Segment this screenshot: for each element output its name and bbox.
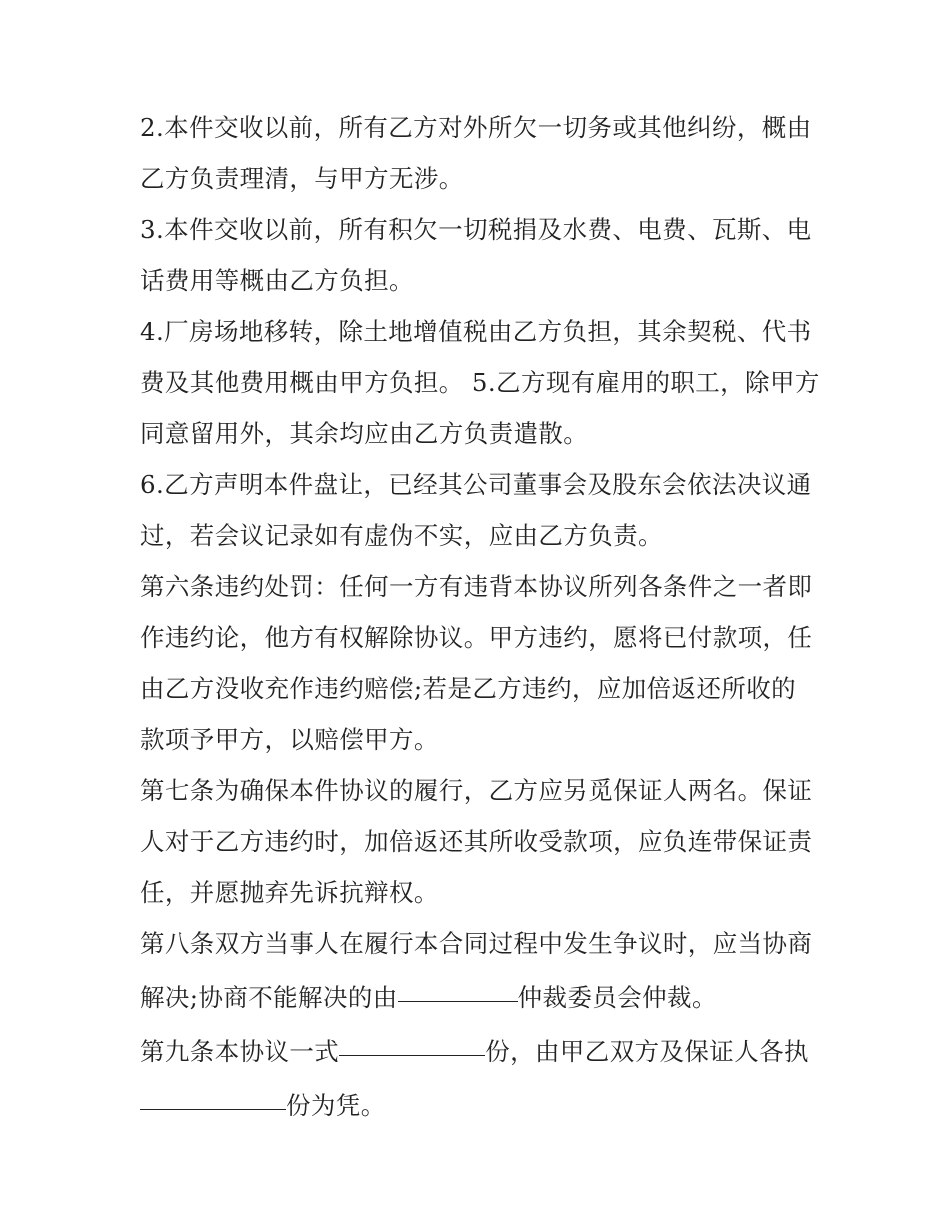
- arbitration-commission-blank: [398, 965, 518, 1002]
- article-9-text-after: 份为凭。: [286, 1091, 386, 1120]
- article-8-text-before: 第八条双方当事人在履行本合同过程中发生争议时，应当协商解决;协商不能解决的由: [140, 929, 813, 1012]
- article-6-breach-penalty: 第六条违约处罚：任何一方有违背本协议所列各条件之一者即作违约论，他方有权解除协议。甲方违约，愿将已付款项，任由乙方没收充作违约赔偿;若是乙方违约，应加倍返还所收的款项予甲方，以赔偿甲方。: [140, 572, 813, 754]
- article-9-copies: [140, 1023, 820, 1131]
- article-8-text-after: 仲裁委员会仲裁。: [517, 983, 717, 1012]
- copies-count-blank: [339, 1019, 485, 1056]
- clause-4-5: 4.厂房场地移转，除土地增值税由乙方负担，其余契税、代书费及其他费用概由甲方负担。 5.乙方现有雇用的职工，除甲方同意留用外，其余均应由乙方负责遣散。: [140, 317, 820, 448]
- clause-6: 6.乙方声明本件盘让，已经其公司董事会及股东会依法决议通过，若会议记录如有虚伪不实，应由乙方负责。: [140, 470, 812, 550]
- clause-3: 3.本件交收以前，所有积欠一切税捐及水费、电费、瓦斯、电话费用等概由乙方负担。: [140, 215, 812, 295]
- document-body: [140, 102, 820, 1131]
- article-8-dispute: [140, 918, 820, 1023]
- copies-each-blank: [140, 1073, 286, 1110]
- article-9-text-before: 第九条本协议一式: [140, 1037, 340, 1066]
- clause-2: 2.本件交收以前，所有乙方对外所欠一切务或其他纠纷，概由乙方负责理清，与甲方无涉。: [140, 113, 812, 193]
- article-9-text-middle: 份，由甲乙双方及保证人各执: [485, 1037, 809, 1066]
- article-7-guarantor: 第七条为确保本件协议的履行，乙方应另觅保证人两名。保证人对于乙方违约时，加倍返还其所收受款项，应负连带保证责任，并愿抛弃先诉抗辩权。: [140, 776, 813, 907]
